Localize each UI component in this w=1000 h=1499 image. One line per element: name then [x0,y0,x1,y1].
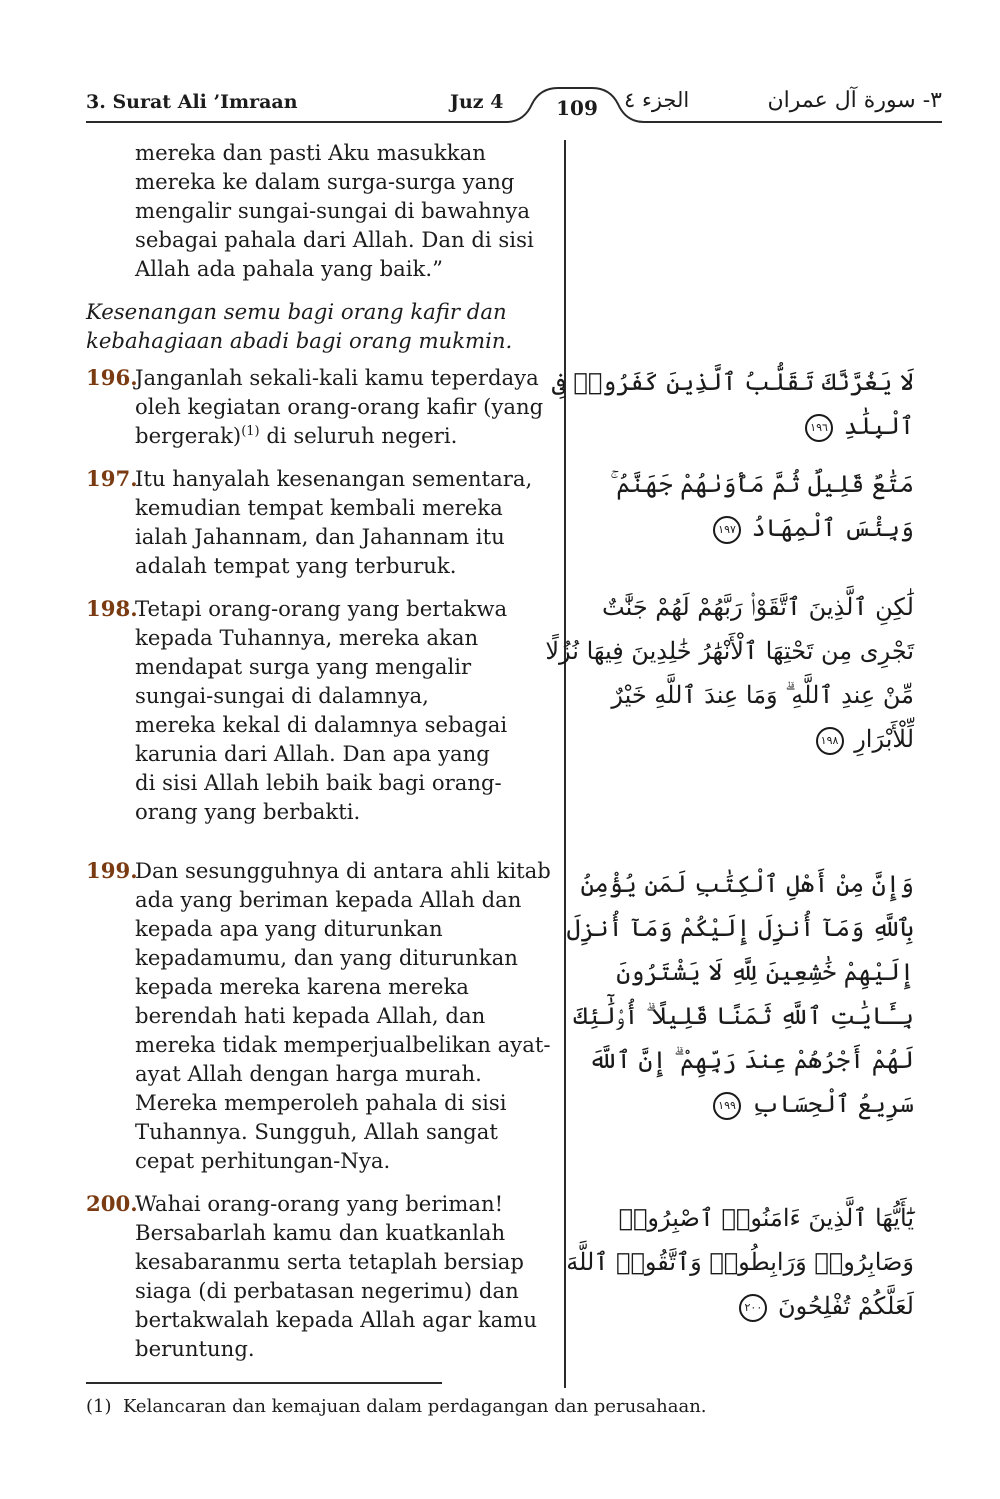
ayah-end-marker: ١٩٧ [713,516,741,544]
ayah-end-marker: ١٩٦ [805,414,833,442]
ayah-end-marker: ١٩٨ [816,727,844,755]
verse-197 [86,464,556,580]
surah-name-arabic: ٣- سورة آل عمران [767,88,942,113]
arabic-verse-200 [544,1196,914,1328]
translation-column [86,138,556,1377]
verse-196 [86,363,556,450]
arabic-verse-197 [544,462,914,550]
footnote-text: Kelancaran dan kemajuan dalam perdagangan dan perusahaan. [122,1396,707,1417]
juz-label-arabic: الجزء ٤ [624,88,690,112]
page-header [86,82,942,126]
verse-text: Itu hanyalah kesenangan sementara, kemudian tempat kembali mereka ialah Jahannam, dan Jahannam itu adalah tempat yang terburuk. [135,466,533,578]
ayah-end-marker: ٢٠٠ [739,1294,767,1322]
verse-199 [86,856,556,1175]
arabic-text: وَإِنَّ مِنْ أَهْلِ ٱلْكِتَٰبِ لَمَن يُؤْمِنُ بِٱللَّهِ وَمَآ أُنزِلَ إِلَيْكُمْ وَمَآ أُنزِلَ إِلَيْهِمْ خَٰشِعِينَ لِلَّهِ لَا يَشْتَرُونَ بِـَٔايَٰتِ ٱللَّهِ ثَمَنًا قَلِيلًا ۗ أُو۟لَٰٓئِكَ لَهُمْ أَجْرُهُمْ عِندَ رَبِّهِمْ ۗ إِنَّ ٱللَّهَ سَرِيعُ ٱلْحِسَابِ [566,870,914,1118]
verse-text: Tetapi orang-orang yang bertakwa kepada Tuhannya, mereka akan mendapat surga yang mengalir sungai-sungai di dalamnya, mereka kekal di dalamnya sebagai karunia dari Allah. Dan apa yang di sisi Allah lebih baik bagi orang-orang yang berbakti. [135,596,508,824]
verse-text: Dan sesungguhnya di antara ahli kitab ada yang beriman kepada Allah dan kepada apa yang diturunkan kepadamumu, dan yang diturunkan kepada mereka karena mereka berendah hati kepada Allah, dan mereka tidak memperjualbelikan ayat-ayat Allah dengan harga murah. Mereka memperoleh pahala di sisi Tuhannya. Sungguh, Allah sangat cepat perhitungan-Nya. [135,858,551,1173]
footnote [86,1396,707,1417]
arabic-verse-198 [544,585,914,761]
footnote-marker: (1) [86,1396,112,1417]
surah-name-latin: 3. Surat Ali ’Imraan [86,91,298,113]
arabic-verse-199 [544,862,914,1126]
arabic-verse-196 [544,360,914,448]
verse-number: 200. [86,1191,138,1216]
arabic-text: يَٰٓأَيُّهَا ٱلَّذِينَ ءَامَنُوا۟ ٱصْبِرُوا۟ وَصَابِرُوا۟ وَرَابِطُوا۟ وَٱتَّقُوا۟ ٱللَّهَ لَعَلَّكُمْ تُفْلِحُونَ [566,1204,914,1320]
verse-number: 199. [86,858,138,883]
section-title: Kesenangan semu bagi orang kafir dan kebahagiaan abadi bagi orang mukmin. [86,299,513,353]
verse-number: 198. [86,596,138,621]
verse-198 [86,594,515,826]
arabic-text: لَٰكِنِ ٱلَّذِينَ ٱتَّقَوْا۟ رَبَّهُمْ لَهُمْ جَنَّٰتٌ تَجْرِى مِن تَحْتِهَا ٱلْأَنْهَٰرُ خَٰلِدِينَ فِيهَا نُزُلًا مِّنْ عِندِ ٱللَّهِ ۗ وَمَا عِندَ ٱللَّهِ خَيْرٌ لِّلْأَبْرَارِ [545,593,914,753]
verse-text: Wahai orang-orang yang beriman! Bersabarlah kamu dan kuatkanlah kesabaranmu serta tetaplah bersiap siaga (di perbatasan negerimu) dan bertakwalah kepada Allah agar kamu beruntung. [135,1191,538,1361]
verse-200 [86,1189,556,1363]
continuation-text: mereka dan pasti Aku masukkan mereka ke dalam surga-surga yang mengalir sungai-sungai di bawahnya sebagai pahala dari Allah. Dan di sisi Allah ada pahala yang baik.” [135,140,534,281]
footnote-reference[interactable]: (1) [241,423,260,439]
juz-label: Juz 4 [450,91,504,113]
verse-number: 196. [86,365,138,390]
verse-number: 197. [86,466,138,491]
verse-text: Janganlah sekali-kali kamu teperdaya oleh kegiatan orang-orang kafir (yang bergerak) [135,365,544,448]
verse-text-end: di seluruh negeri. [259,423,458,448]
arabic-text: لَا يَغُرَّنَّكَ تَقَلُّبُ ٱلَّذِينَ كَفَرُوا۟ فِى ٱلْبِلَٰدِ [551,368,914,440]
ayah-end-marker: ١٩٩ [713,1092,741,1120]
arabic-text: مَتَٰعٌ قَلِيلٌ ثُمَّ مَأْوَىٰهُمْ جَهَنَّمُ ۚ وَبِئْسَ ٱلْمِهَادُ [610,470,914,542]
footnote-rule [86,1382,442,1384]
page-number: 109 [556,96,598,120]
